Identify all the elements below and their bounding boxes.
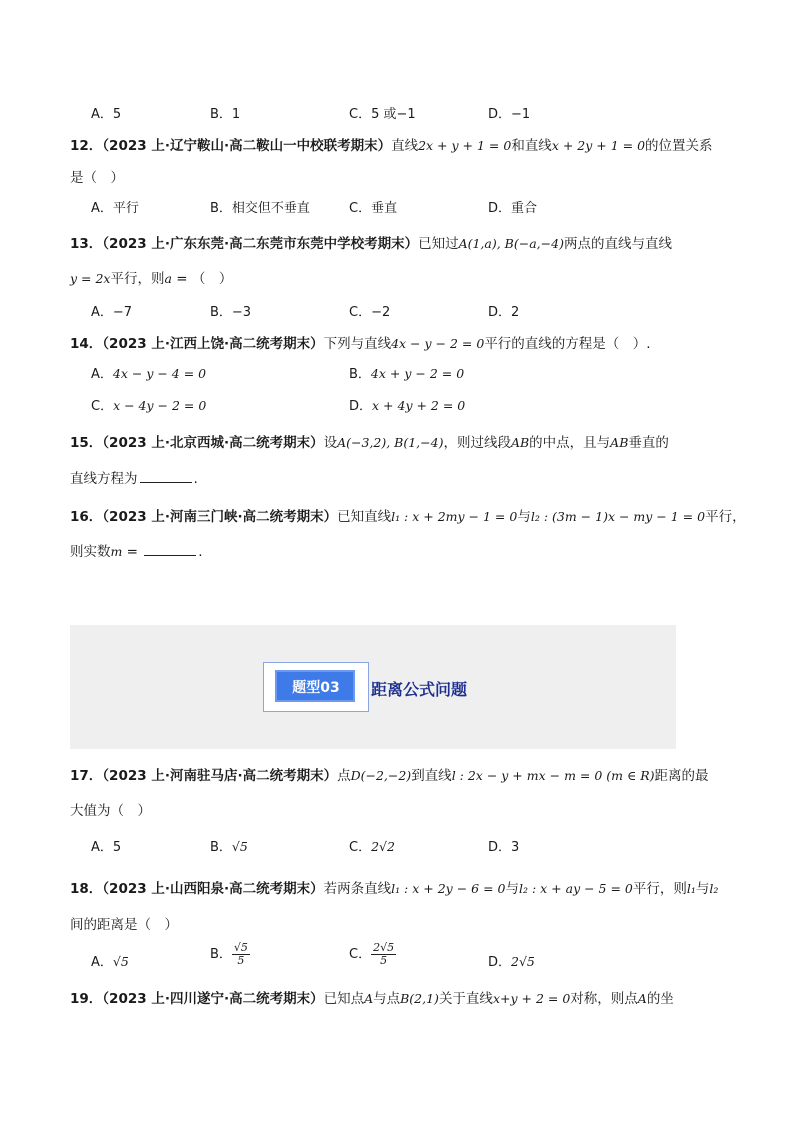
option-label: D． — [488, 955, 512, 970]
option-eq: 4x − y − 4 = 0 — [112, 366, 207, 381]
q14-text: 下列与直线 — [323, 336, 392, 352]
answer-blank[interactable] — [140, 470, 192, 483]
q17-text: 距离的最 — [654, 768, 709, 784]
q17-line1 — [70, 764, 709, 784]
q13-number: 13． — [70, 236, 103, 252]
q15-text: 垂直的 — [628, 435, 669, 451]
q18-option-d — [488, 951, 535, 970]
q14-option-b — [349, 363, 464, 382]
q12-line1 — [70, 134, 713, 154]
option-value: 2√5 — [511, 954, 535, 969]
option-label: C． — [349, 947, 372, 962]
option-label: B． — [210, 947, 232, 962]
q12-source: （2023 上·辽宁鞍山·高二鞍山一中校联考期末） — [102, 138, 392, 154]
fraction — [371, 942, 396, 967]
option-value: √5 — [231, 839, 248, 854]
q16-line1 — [70, 505, 746, 525]
q12-eq1: 2x + y + 1 = 0 — [418, 138, 512, 153]
q13-source: （2023 上·广东东莞·高二东莞市东莞中学校考期末） — [102, 236, 419, 252]
q13-text: = （ ） — [171, 271, 233, 287]
q19-point-a: A — [364, 991, 374, 1006]
q15-text: . — [193, 471, 198, 487]
q12-number: 12． — [70, 138, 103, 154]
section-title: 距离公式问题 — [371, 680, 468, 699]
q14-option-d — [349, 395, 465, 414]
q16-text: 平行， — [705, 509, 746, 525]
q15-line2 — [70, 467, 198, 487]
option-label: A． — [91, 955, 113, 970]
q19-point-a: A — [637, 991, 647, 1006]
q15-text: ，则过线段 — [443, 435, 511, 451]
q11-option-a: A．5 — [91, 107, 122, 122]
q12-text: 的位置关系 — [645, 138, 713, 154]
q16-number: 16． — [70, 509, 103, 525]
q16-line2 — [70, 540, 203, 560]
q15-ab: AB — [510, 435, 530, 450]
q13-option-c: C．−2 — [349, 305, 391, 320]
q12-option-c: C．垂直 — [349, 201, 398, 216]
q13-line-eq: y = 2x — [70, 271, 111, 286]
q19-text: 与点 — [373, 991, 401, 1007]
q18-option-b — [210, 942, 250, 967]
q17-point: D(−2,−2) — [350, 768, 412, 783]
fraction-numerator: √5 — [233, 941, 248, 954]
q11-option-b: B．1 — [210, 107, 241, 122]
option-label: B． — [349, 367, 371, 382]
option-eq: x − 4y − 2 = 0 — [113, 398, 207, 413]
q19-text: 的坐 — [646, 991, 674, 1007]
q19-line1 — [70, 987, 674, 1007]
q18-l1: l₁ : x + 2y − 6 = 0 — [391, 881, 506, 896]
q18-source: （2023 上·山西阳泉·高二统考期末） — [102, 881, 324, 897]
q16-text: 则实数 — [70, 544, 111, 560]
q12-text: 和直线 — [511, 138, 552, 154]
q13-option-b: B．−3 — [210, 305, 252, 320]
q15-line1 — [70, 431, 669, 451]
q15-text: 直线方程为 — [70, 471, 138, 487]
q16-l2: l₂ : (3m − 1)x − my − 1 = 0 — [530, 509, 706, 524]
q16-text: 已知直线 — [337, 509, 392, 525]
q16-var: m — [110, 544, 123, 559]
q13-text: 已知过 — [418, 236, 459, 252]
q17-source: （2023 上·河南驻马店·高二统考期末） — [102, 768, 338, 784]
q14-text: 平行的直线的方程是（ ）. — [484, 336, 651, 352]
q16-text: = — [122, 544, 143, 560]
q14-eq: 4x − y − 2 = 0 — [391, 336, 485, 351]
q17-line2: 大值为（ ） — [70, 803, 151, 819]
q18-option-c — [349, 942, 396, 967]
option-label: B． — [210, 840, 232, 855]
q18-l1-ref: l₁ — [686, 881, 696, 896]
q17-option-b — [210, 836, 248, 855]
q18-line1 — [70, 877, 718, 897]
q12-text: 直线 — [391, 138, 419, 154]
option-label: A． — [91, 367, 113, 382]
q17-eq: l : 2x − y + mx − m = 0 (m ∈ R) — [451, 768, 655, 783]
q17-text: 点 — [337, 768, 351, 784]
q19-text: 对称，则点 — [570, 991, 638, 1007]
q13-option-d: D．2 — [488, 305, 520, 320]
q18-l2-ref: l₂ — [709, 881, 719, 896]
q17-option-a: A．5 — [91, 840, 122, 855]
option-value: 2√2 — [371, 839, 395, 854]
q12-option-b: B．相交但不垂直 — [210, 201, 310, 216]
q15-source: （2023 上·北京西城·高二统考期末） — [102, 435, 324, 451]
q13-var: a — [164, 271, 172, 286]
q13-option-a: A．−7 — [91, 305, 133, 320]
q14-source: （2023 上·江西上饶·高二统考期末） — [102, 336, 324, 352]
q15-number: 15． — [70, 435, 103, 451]
fraction-denominator: 5 — [380, 954, 388, 967]
q16-text: . — [198, 544, 203, 560]
q12-option-d: D．重合 — [488, 201, 538, 216]
q15-ab: AB — [610, 435, 629, 450]
option-label: C． — [349, 840, 372, 855]
q18-line2: 间的距离是（ ） — [70, 917, 178, 933]
option-label: C． — [91, 399, 114, 414]
q19-text: 已知点 — [323, 991, 365, 1007]
section-badge-text: 题型03 — [292, 680, 340, 696]
q11-option-d: D．−1 — [488, 107, 531, 122]
q17-option-d: D．3 — [488, 840, 520, 855]
q18-number: 18． — [70, 881, 103, 897]
q14-line1 — [70, 332, 651, 352]
q17-text: 到直线 — [411, 768, 452, 784]
q19-source: （2023 上·四川遂宁·高二统考期末） — [102, 991, 324, 1007]
q13-line1 — [70, 232, 672, 252]
q18-text: 与 — [695, 881, 710, 897]
q18-option-a — [91, 951, 129, 970]
q18-text: 与 — [505, 881, 519, 897]
q16-l1: l₁ : x + 2my − 1 = 0 — [391, 509, 518, 524]
q15-points: A(−3,2), B(1,−4) — [337, 435, 444, 450]
q11-option-c: C．5 或−1 — [349, 107, 416, 122]
q17-option-c — [349, 836, 395, 855]
option-eq: 4x + y − 2 = 0 — [370, 366, 465, 381]
q17-number: 17． — [70, 768, 103, 784]
q19-point-b: B(2,1) — [400, 991, 439, 1006]
q13-points: A(1,a), B(−a,−4) — [458, 236, 564, 251]
q16-source: （2023 上·河南三门峡·高二统考期末） — [102, 509, 338, 525]
q13-text: 两点的直线与直线 — [563, 236, 672, 252]
option-label: D． — [349, 399, 373, 414]
option-eq: x + 4y + 2 = 0 — [372, 398, 466, 413]
option-value: √5 — [112, 954, 129, 969]
fraction — [232, 942, 250, 967]
q15-text: 设 — [323, 435, 338, 451]
q14-option-a — [91, 363, 206, 382]
fraction-denominator: 5 — [237, 954, 245, 967]
q12-option-a: A．平行 — [91, 201, 139, 216]
q18-text: 若两条直线 — [323, 881, 392, 897]
q12-line2: 是（ ） — [70, 170, 124, 186]
q12-eq2: x + 2y + 1 = 0 — [551, 138, 646, 153]
q16-text: 与 — [517, 509, 531, 525]
q14-number: 14． — [70, 336, 103, 352]
q14-option-c — [91, 395, 206, 414]
q18-l2: l₂ : x + ay − 5 = 0 — [518, 881, 633, 896]
q13-line2 — [70, 267, 232, 287]
q19-number: 19． — [70, 991, 103, 1007]
q18-text: 平行，则 — [632, 881, 687, 897]
q15-text: 的中点，且与 — [529, 435, 611, 451]
fraction-numerator: 2√5 — [373, 941, 395, 954]
answer-blank[interactable] — [144, 543, 196, 556]
q19-eq: x+y + 2 = 0 — [492, 991, 571, 1006]
q13-text: 平行，则 — [110, 271, 165, 287]
q19-text: 关于直线 — [438, 991, 493, 1007]
